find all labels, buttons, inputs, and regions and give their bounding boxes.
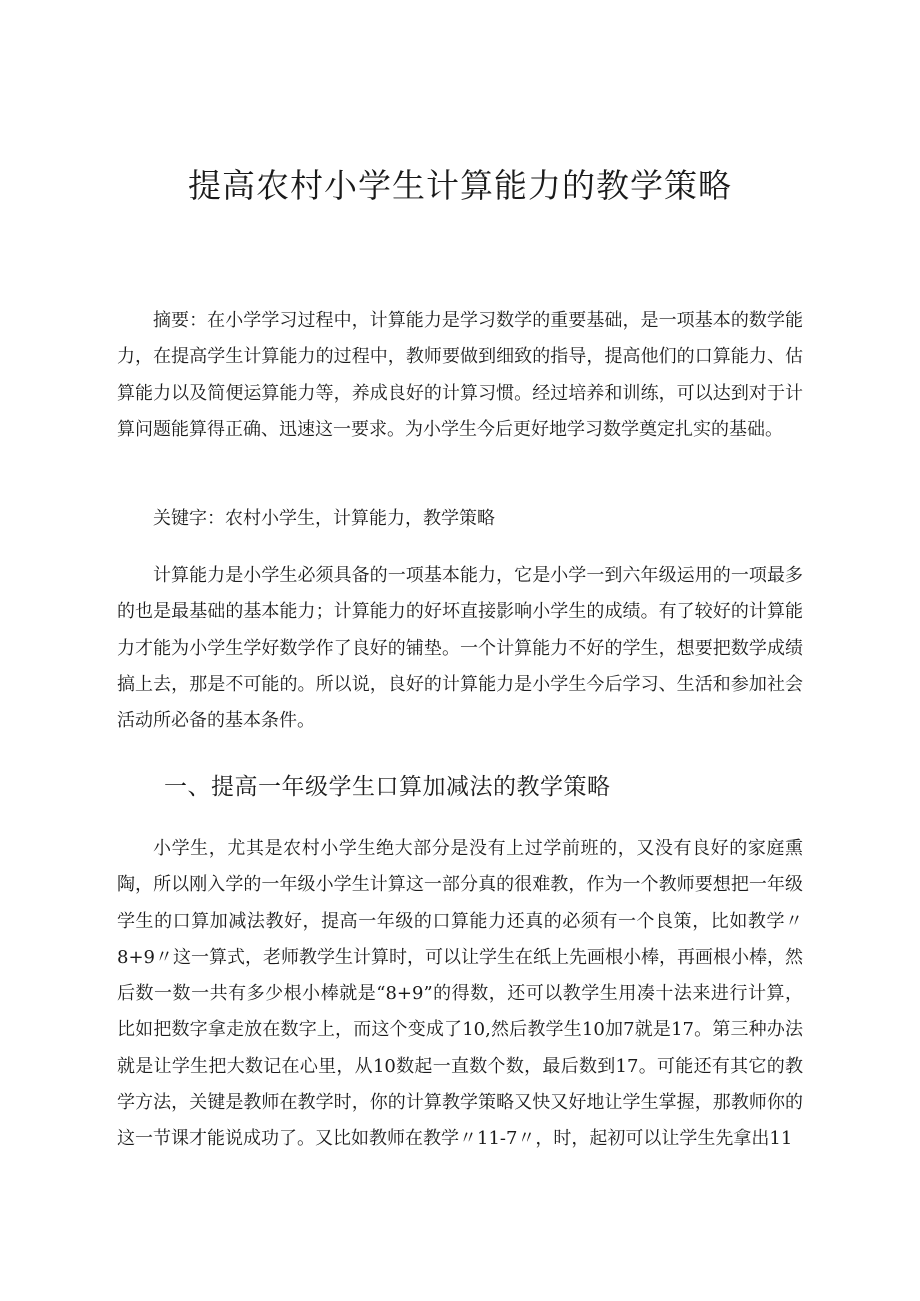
document-title: 提高农村小学生计算能力的教学策略 [188, 166, 732, 205]
section-heading: 一、提高一年级学生口算加减法的教学策略 [164, 774, 611, 800]
keywords-paragraph: 关键字：农村小学生，计算能力，教学策略 [153, 508, 495, 529]
abstract-paragraph: 摘要：在小学学习过程中，计算能力是学习数学的重要基础，是一项基本的数学能力，在提高学生计算能力的过程中，教师要做到细致的指导，提高他们的口算能力、估算能力以及简便运算能力等，养成良好的计算习惯。经过培养和训练，可以达到对于计算问题能算得正确、迅速这一要求。为小学生今后更好地学习数学奠定扎实的基础。 [117, 310, 803, 440]
intro-paragraph: 计算能力是小学生必须具备的一项基本能力，它是小学一到六年级运用的一项最多的也是最基础的基本能力；计算能力的好坏直接影响小学生的成绩。有了较好的计算能力才能为小学生学好数学作了良好的铺垫。一个计算能力不好的学生，想要把数学成绩搞上去，那是不可能的。所以说，良好的计算能力是小学生今后学习、生活和参加社会活动所必备的基本条件。 [117, 565, 803, 732]
section-body-paragraph: 小学生，尤其是农村小学生绝大部分是没有上过学前班的，又没有良好的家庭熏陶，所以刚入学的一年级小学生计算这一部分真的很难教，作为一个教师要想把一年级学生的口算加减法教好，提高一年级的口算能力还真的必须有一个良策，比如教学〃8+9〃这一算式，老师教学生计算时，可以让学生在纸上先画根小棒，再画根小棒，然后数一数一共有多少根小棒就是“8+9”的得数，还可以教学生用凑十法来进行计算，比如把数字拿走放在数字上，而这个变成了10,然后教学生10加7就是17。第三种办法就是让学生把大数记在心里，从10数起一直数个数，最后数到17。可能还有其它的教学方法，关键是教师在教学时，你的计算教学策略又快又好地让学生掌握，那教师你的这一节课才能说成功了。又比如教师在教学〃11-7〃，时，起初可以让学生先拿出11 [117, 838, 803, 1150]
